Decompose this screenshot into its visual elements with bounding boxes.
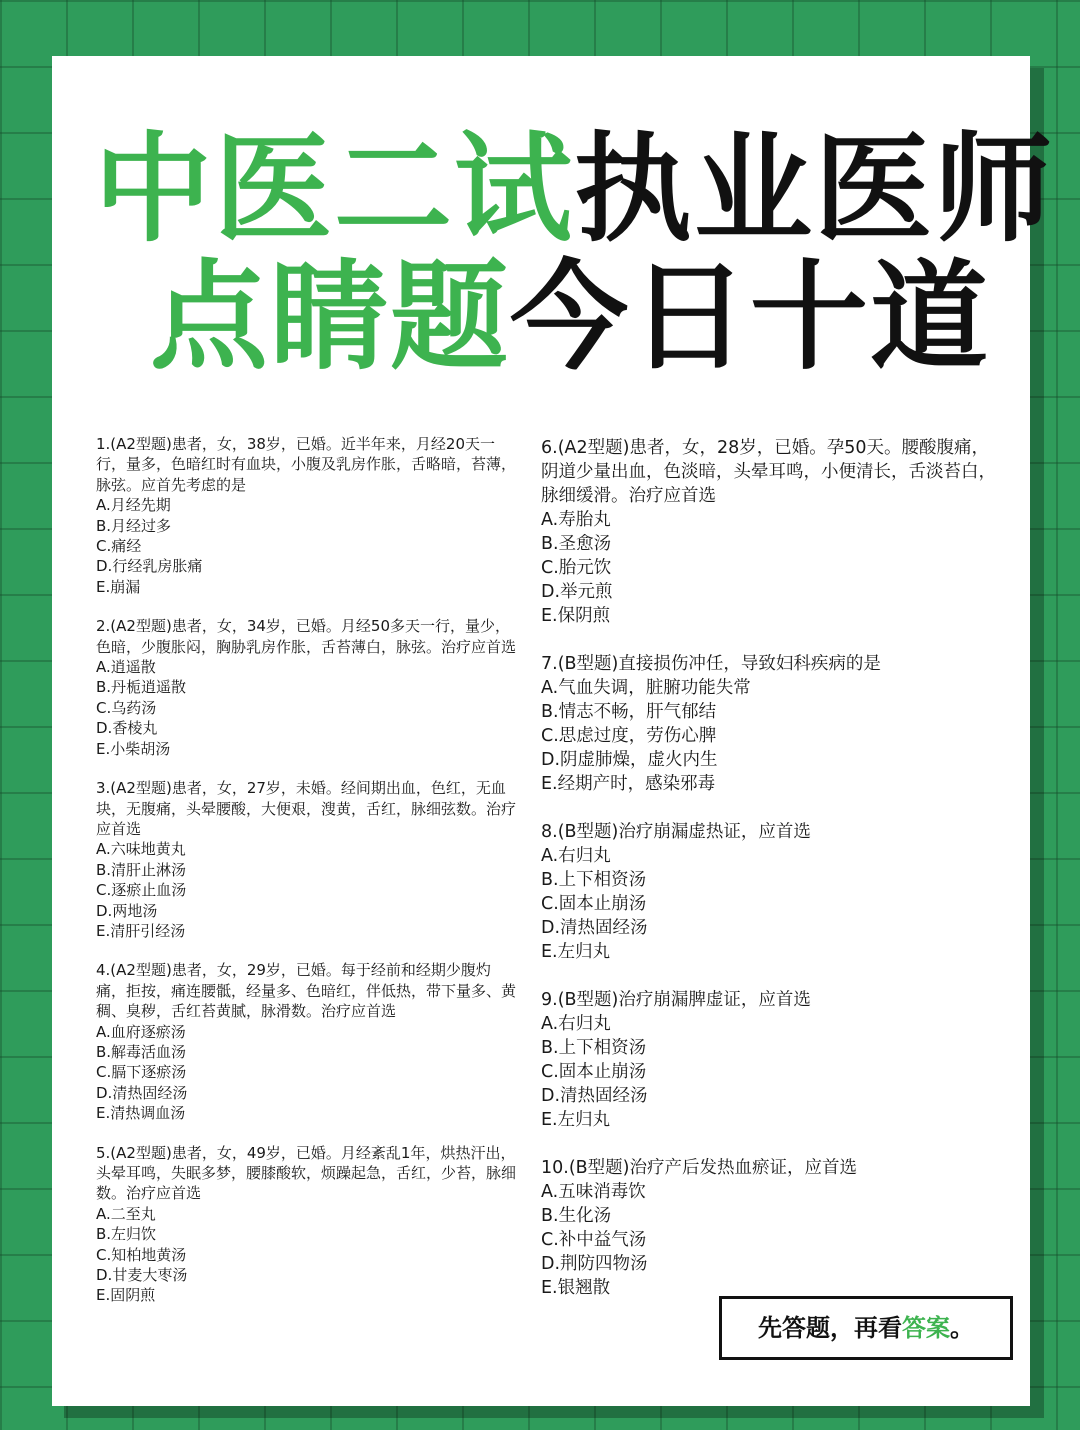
answer-hint-suffix: 。 [950, 1314, 974, 1342]
question-option: C.逐瘀止血汤 [96, 881, 187, 900]
question-option: D.两地汤 [96, 901, 158, 920]
question-option: E.左归丸 [541, 1110, 611, 1130]
question-column-right [541, 436, 1001, 1324]
question-item [96, 1143, 516, 1306]
question-option: A.五味消毒饮 [541, 1182, 646, 1202]
question-option: E.崩漏 [96, 577, 141, 596]
question-option: E.清肝引经汤 [96, 921, 186, 940]
question-stem: 8.(B型题)治疗崩漏虚热证，应首选 [541, 822, 811, 842]
question-option: C.乌药汤 [96, 698, 157, 717]
question-option: D.清热固经汤 [541, 918, 648, 938]
question-option: C.胎元饮 [541, 558, 612, 578]
question-stem: 2.(A2型题)患者，女，34岁，已婚。月经50多天一行，量少，色暗，少腹胀闷，胸胁乳房作胀，舌苔薄白，脉弦。治疗应首选 [96, 617, 517, 656]
question-option: C.补中益气汤 [541, 1230, 647, 1250]
question-option: E.固阴煎 [96, 1286, 156, 1305]
question-item [541, 820, 1001, 964]
question-option: A.逍遥散 [96, 658, 156, 677]
question-option: C.膈下逐瘀汤 [96, 1063, 187, 1082]
title-line-2 [150, 248, 1080, 386]
title-line-2-black: 今日十道 [510, 248, 991, 386]
question-option: B.月经过多 [96, 516, 172, 535]
question-option: D.举元煎 [541, 582, 613, 602]
title-line-1-black: 执业医师 [574, 120, 1055, 258]
question-option: E.左归丸 [541, 942, 611, 962]
question-option: A.六味地黄丸 [96, 840, 186, 859]
question-option: D.甘麦大枣汤 [96, 1266, 188, 1285]
question-option: A.寿胎丸 [541, 510, 611, 530]
question-stem: 7.(B型题)直接损伤冲任，导致妇科疾病的是 [541, 654, 881, 674]
question-item [541, 436, 1001, 628]
question-stem: 6.(A2型题)患者，女，28岁，已婚。孕50天。腰酸腹痛，阴道少量出血，色淡暗，头晕耳鸣，小便清长，舌淡苔白，脉细缓滑。治疗应首选 [541, 438, 996, 506]
question-option: B.清肝止淋汤 [96, 860, 187, 879]
question-item [96, 616, 516, 759]
question-option: A.右归丸 [541, 846, 611, 866]
question-option: E.保阴煎 [541, 606, 611, 626]
question-column-left [96, 434, 516, 1325]
question-option: C.固本止崩汤 [541, 894, 647, 914]
question-option: C.固本止崩汤 [541, 1062, 647, 1082]
question-option: A.气血失调，脏腑功能失常 [541, 678, 751, 698]
question-option: A.血府逐瘀汤 [96, 1022, 186, 1041]
question-stem: 4.(A2型题)患者，女，29岁，已婚。每于经前和经期少腹灼痛，拒按，痛连腰骶，经量多、色暗红，伴低热，带下量多、黄稠、臭秽，舌红苔黄腻，脉滑数。治疗应首选 [96, 961, 517, 1021]
question-option: D.清热固经汤 [541, 1086, 648, 1106]
question-stem: 10.(B型题)治疗产后发热血瘀证，应首选 [541, 1158, 857, 1178]
question-item [96, 434, 516, 597]
title-line-1 [94, 120, 1072, 258]
question-option: D.清热固经汤 [96, 1083, 188, 1102]
question-option: A.月经先期 [96, 496, 171, 515]
question-option: E.银翘散 [541, 1278, 611, 1298]
question-option: D.香棱丸 [96, 719, 158, 738]
question-option: B.生化汤 [541, 1206, 612, 1226]
question-stem: 9.(B型题)治疗崩漏脾虚证，应首选 [541, 990, 811, 1010]
answer-hint-prefix: 先答题，再看 [758, 1314, 902, 1342]
title-line-1-green: 中医二试 [94, 120, 575, 258]
question-item [96, 960, 516, 1123]
question-item [541, 1156, 1001, 1300]
question-option: C.思虑过度，劳伤心脾 [541, 726, 717, 746]
question-item [541, 988, 1001, 1132]
question-option: A.二至丸 [96, 1204, 156, 1223]
question-option: B.解毒活血汤 [96, 1042, 187, 1061]
question-option: E.清热调血汤 [96, 1104, 186, 1123]
question-option: B.圣愈汤 [541, 534, 612, 554]
question-item [541, 652, 1001, 796]
question-option: B.左归饮 [96, 1225, 157, 1244]
question-item [96, 778, 516, 941]
question-stem: 3.(A2型题)患者，女，27岁，未婚。经间期出血，色红，无血块，无腹痛，头晕腰酸，大便艰，溲黄，舌红，脉细弦数。治疗应首选 [96, 779, 517, 838]
question-option: A.右归丸 [541, 1014, 611, 1034]
answer-hint-box [719, 1296, 1013, 1360]
title-line-2-green: 点睛题 [150, 248, 511, 386]
question-option: B.上下相资汤 [541, 1038, 647, 1058]
question-option: E.小柴胡汤 [96, 739, 171, 758]
question-card [52, 56, 1055, 1406]
question-option: B.上下相资汤 [541, 870, 647, 890]
answer-hint-highlight: 答案 [902, 1314, 950, 1342]
question-option: C.痛经 [96, 537, 142, 556]
question-stem: 5.(A2型题)患者，女，49岁，已婚。月经紊乱1年，烘热汗出，头晕耳鸣，失眠多梦，腰膝酸软，烦躁起急，舌红，少苔，脉细数。治疗应首选 [96, 1143, 517, 1203]
question-option: D.荆防四物汤 [541, 1254, 648, 1274]
question-stem: 1.(A2型题)患者，女，38岁，已婚。近半年来，月经20天一行，量多，色暗红时有血块，小腹及乳房作胀，舌略暗，苔薄，脉弦。应首先考虑的是 [96, 435, 517, 494]
question-option: E.经期产时，感染邪毒 [541, 774, 716, 794]
question-option: D.阴虚肺燥，虚火内生 [541, 750, 718, 770]
question-option: C.知柏地黄汤 [96, 1245, 187, 1264]
question-option: B.情志不畅，肝气郁结 [541, 702, 717, 722]
question-option: D.行经乳房胀痛 [96, 557, 203, 576]
question-option: B.丹栀逍遥散 [96, 678, 187, 697]
